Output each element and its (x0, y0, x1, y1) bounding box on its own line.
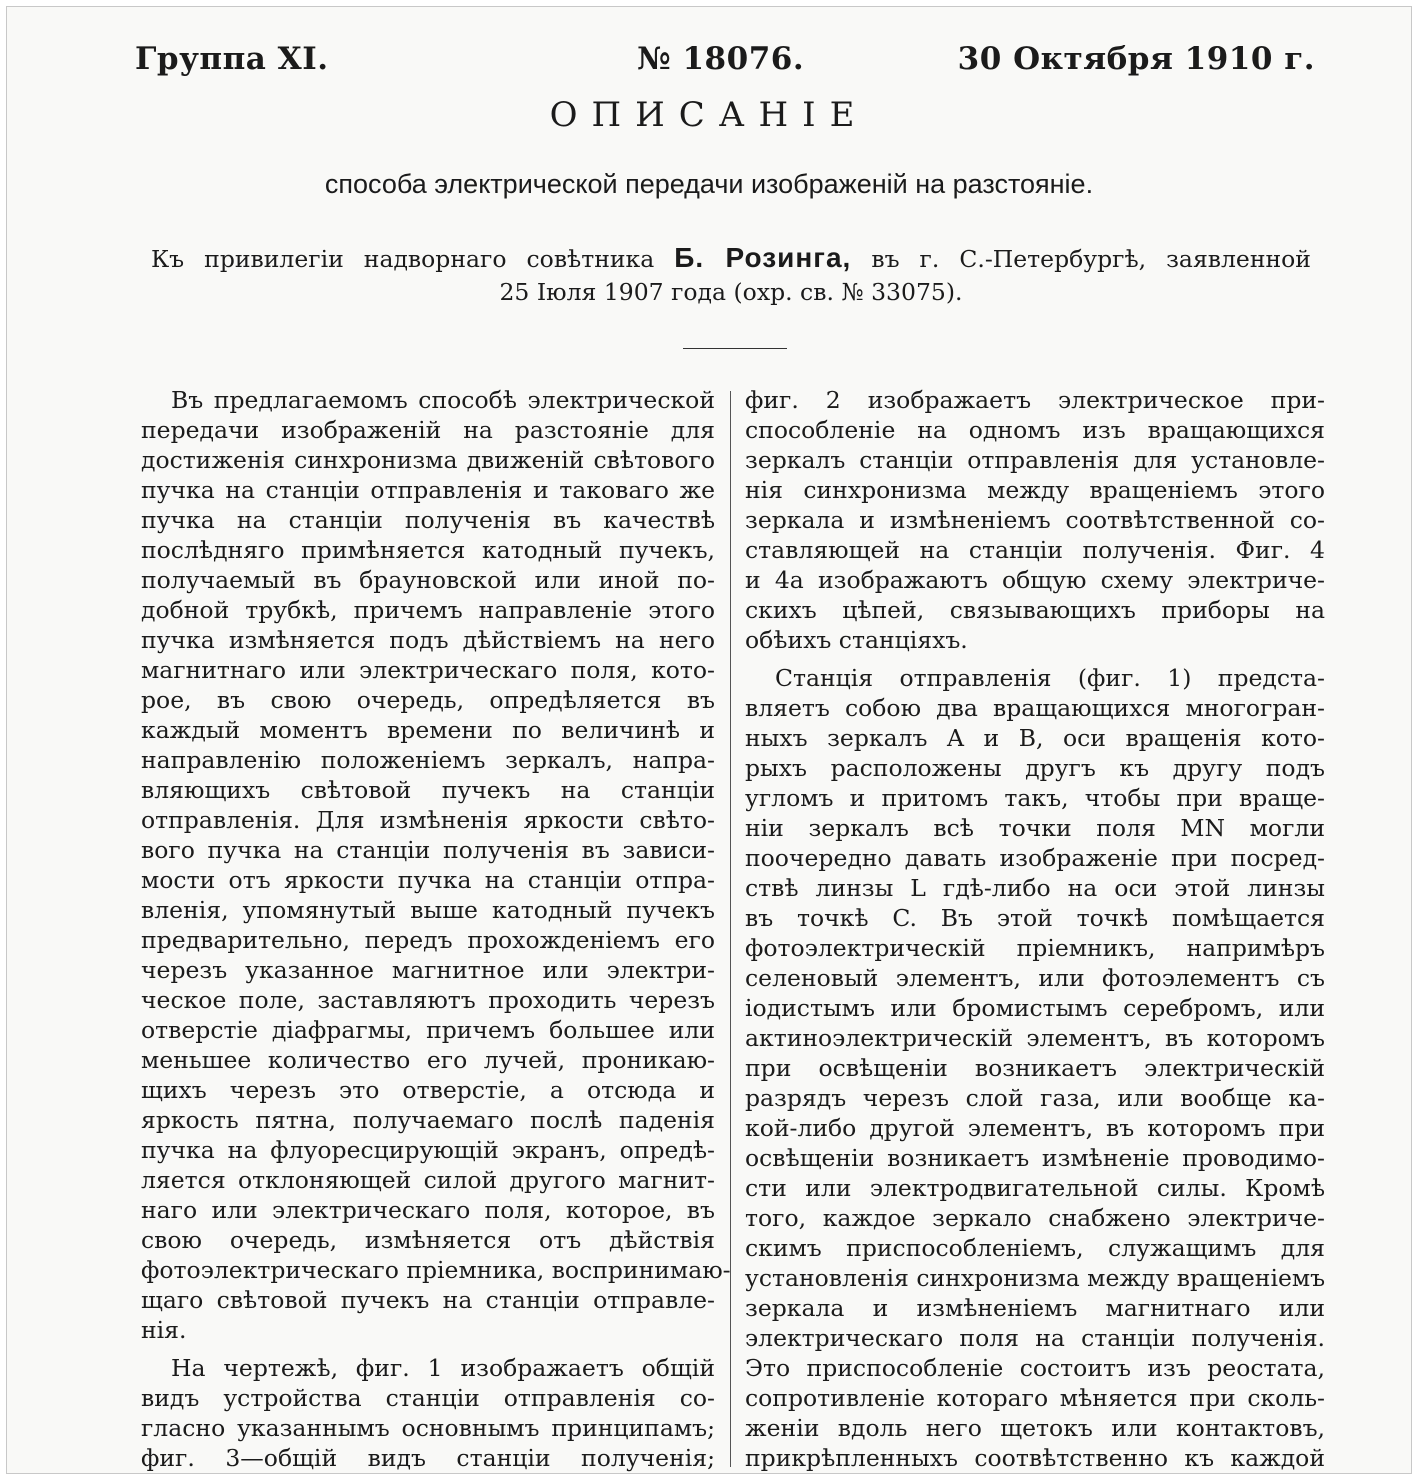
text-line: видъ устройства станціи отправленія со- (141, 1384, 715, 1412)
text-line: сти или электродвигательной силы. Кромѣ (745, 1174, 1325, 1202)
text-line: фотоэлектрическій пріемникъ, напримѣръ (745, 934, 1325, 962)
document-title: ОПИСАНІЕ (549, 95, 869, 135)
group-label: Группа XI. (135, 41, 329, 77)
text-line: угломъ и притомъ такъ, чтобы при враще- (745, 784, 1325, 812)
text-line: того, каждое зеркало снабжено электриче- (745, 1204, 1325, 1232)
text-line: рыхъ расположены другъ къ другу подъ (745, 754, 1325, 782)
text-line: электрическаго поля на станціи полученія. (745, 1324, 1325, 1352)
document-subtitle: способа электрической передачи изображеній на разстояніе. (324, 169, 1094, 199)
text-line: рое, въ свою очередь, опредѣляется въ (141, 686, 715, 714)
text-line: предварительно, передъ прохожденіемъ его (141, 926, 715, 954)
text-line: наго или электрическаго поля, которое, въ (141, 1196, 715, 1224)
text-line: женіи вдоль него щетокъ или контактовъ, (745, 1414, 1325, 1442)
text-line: добной трубкѣ, причемъ направленіе этого (141, 596, 715, 624)
text-line: пучка измѣняется подъ дѣйствіемъ на него (141, 626, 715, 654)
text-line: пучка на станціи отправленія и таковаго же (141, 476, 715, 504)
page-header (135, 41, 1315, 81)
text-line: каждый моментъ времени по величинѣ и (141, 716, 715, 744)
left-text-column (141, 385, 731, 1473)
text-line: ныхъ зеркалъ A и B, оси вращенія кото- (745, 724, 1325, 752)
text-line: іодистымъ или бромистымъ серебромъ, или (745, 994, 1325, 1022)
column-separator (730, 391, 731, 1467)
text-line: ставляющей на станціи полученія. Фиг. 4 (745, 536, 1325, 564)
privilege-prefix: Къ привилегіи надворнаго совѣтника (151, 245, 655, 273)
text-line: зеркала и измѣненіемъ соотвѣтственной со- (745, 506, 1325, 534)
privilege-line-2: 25 Іюля 1907 года (охр. св. № 33075). (499, 278, 963, 306)
text-line: ляется отклоняющей силой другого магнит- (141, 1166, 715, 1194)
text-line: фотоэлектрическаго пріемника, воспринимаю- (141, 1256, 731, 1284)
text-line: скимъ приспособленіемъ, служащимъ для (745, 1234, 1325, 1262)
text-line: получаемый въ брауновской или иной по- (141, 566, 715, 594)
text-line: мости отъ яркости пучка на станціи отпра- (141, 866, 715, 894)
text-line: нія. (141, 1316, 187, 1344)
text-line: вляющихъ свѣтовой пучекъ на станціи (141, 776, 715, 804)
text-line: способленіе на одномъ изъ вращающихся (745, 416, 1325, 444)
privilege-suffix: въ г. С.-Петербургѣ, заявленной (871, 245, 1311, 273)
text-line: достиженія синхронизма движеній свѣтового (141, 446, 715, 474)
text-line: нія синхронизма между вращеніемъ этого (745, 476, 1325, 504)
patent-page (6, 6, 1412, 1474)
text-line: вляетъ собою два вращающихся многогран- (745, 694, 1325, 722)
text-line: освѣщеніи возникаетъ измѣненіе проводимо- (745, 1144, 1325, 1172)
text-line: прикрѣпленныхъ соотвѣтственно къ каждой (745, 1444, 1325, 1472)
text-line: магнитнаго или электрическаго поля, кото- (141, 656, 715, 684)
text-line: сопротивленіе котораго мѣняется при сколь- (745, 1384, 1325, 1412)
text-line: меньшее количество его лучей, проникаю- (141, 1046, 715, 1074)
text-line: ческое поле, заставляютъ проходить черезъ (141, 986, 715, 1014)
text-line: актиноэлектрическій элементъ, въ которомъ (745, 1024, 1325, 1052)
text-line: направленію положеніемъ зеркалъ, напра- (141, 746, 715, 774)
text-line: щихъ черезъ это отверстіе, а отсюда и (141, 1076, 715, 1104)
text-line: Станція отправленія (фиг. 1) предста- (775, 664, 1325, 692)
text-line: установленія синхронизма между вращеніемъ (745, 1264, 1326, 1292)
text-line: черезъ указанное магнитное или электри- (141, 956, 715, 984)
text-line: въ точкѣ C. Въ этой точкѣ помѣщается (745, 904, 1325, 932)
patent-number: № 18076. (637, 41, 805, 77)
privilege-statement (151, 241, 1311, 309)
text-line: щаго свѣтовой пучекъ на станціи отправле- (141, 1286, 715, 1314)
text-line: фиг. 2 изображаетъ электрическое при- (745, 386, 1325, 414)
text-line: вленія, упомянутый выше катодный пучекъ (141, 896, 715, 924)
privilege-line-1 (151, 241, 1311, 275)
text-line: отверстіе діафрагмы, причемъ большее или (141, 1016, 715, 1044)
text-line: фиг. 3—общій видъ станціи полученія; (141, 1444, 715, 1472)
text-line: вого пучка на станціи полученія въ зависи- (141, 836, 715, 864)
text-line: поочередно давать изображеніе при посред- (745, 844, 1325, 872)
author-name: Б. Розинга, (674, 242, 852, 273)
text-line: разрядъ черезъ слой газа, или вообще ка- (745, 1084, 1325, 1112)
text-line: яркость пятна, получаемаго послѣ паденія (141, 1106, 715, 1134)
title-divider (683, 348, 787, 349)
text-line: зеркала и измѣненіемъ магнитнаго или (745, 1294, 1325, 1322)
text-line: Это приспособленіе состоитъ изъ реостата, (745, 1354, 1325, 1382)
text-line: передачи изображеній на разстояніе для (141, 416, 715, 444)
text-line: свою очередь, измѣняется отъ дѣйствія (141, 1226, 715, 1254)
text-line: зеркалъ станціи отправленія для установле- (745, 446, 1325, 474)
text-line: гласно указаннымъ основнымъ принципамъ; (141, 1414, 715, 1442)
text-line: отправленія. Для измѣненія яркости свѣто- (141, 806, 715, 834)
text-line: На чертежѣ, фиг. 1 изображаетъ общій (171, 1354, 715, 1382)
text-line: ніи зеркалъ всѣ точки поля MN могли (745, 814, 1325, 842)
text-line: пучка на флуоресцирующій экранъ, опредѣ- (141, 1136, 715, 1164)
text-line: обѣихъ станціяхъ. (745, 626, 968, 654)
text-line: при освѣщеніи возникаетъ электрическій (745, 1054, 1325, 1082)
patent-date: 30 Октября 1910 г. (957, 41, 1315, 77)
right-text-column (745, 385, 1325, 1473)
text-line: пучка на станціи полученія въ качествѣ (141, 506, 715, 534)
text-line: ствѣ линзы L гдѣ-либо на оси этой линзы (745, 874, 1325, 902)
text-line: скихъ цѣпей, связывающихъ приборы на (745, 596, 1325, 624)
text-line: кой-либо другой элементъ, въ которомъ при (745, 1114, 1325, 1142)
text-line: Въ предлагаемомъ способѣ электрической (171, 386, 715, 414)
text-line: и 4а изображаютъ общую схему электриче- (745, 566, 1325, 594)
text-line: селеновый элементъ, или фотоэлементъ съ (745, 964, 1325, 992)
text-line: послѣдняго примѣняется катодный пучекъ, (141, 536, 715, 564)
